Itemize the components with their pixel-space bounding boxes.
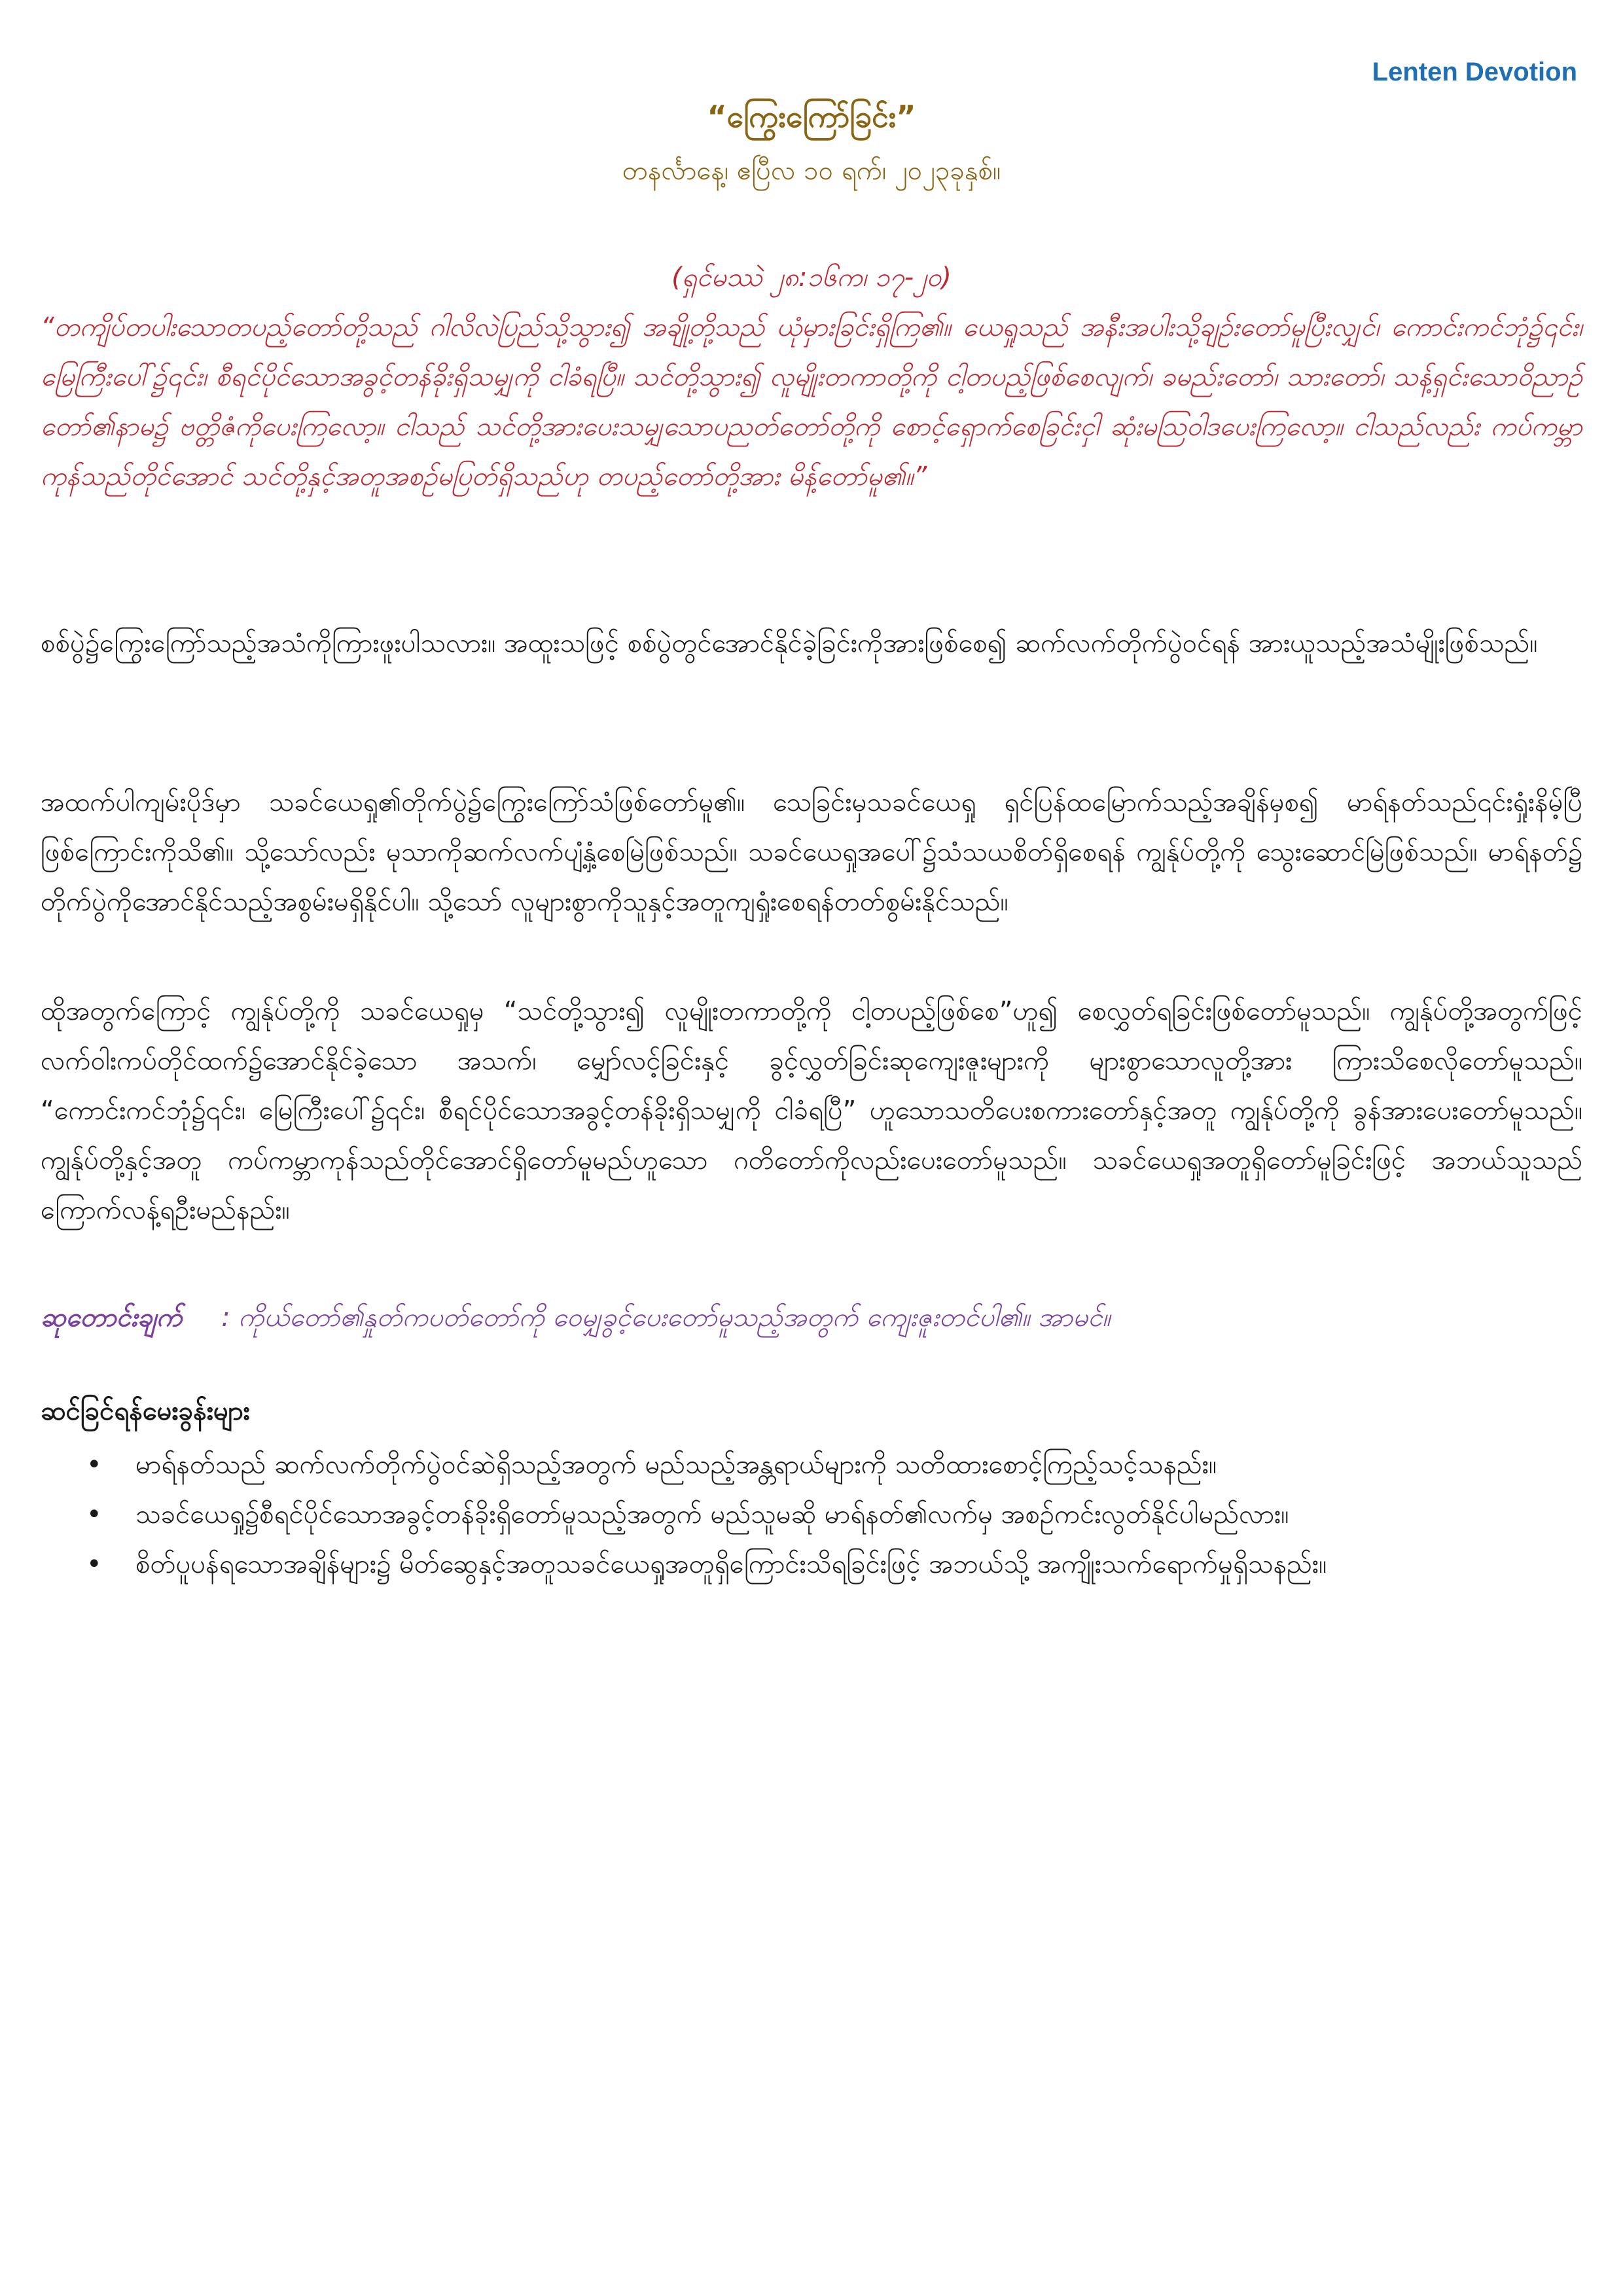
body-paragraph-2: အထက်ပါကျမ်းပိုဒ်မှာ သခင်ယေရှု၏တိုက်ပွဲ၌ကြွေးကြော်သံဖြစ်တော်မူ၏။ သေခြင်းမှသခင်ယေရှု ရှင်ပြန်ထမြောက်သည့်အချိန်မှစ၍ မာရ်နတ်သည်၎င်းရှုံးနိမ့်ပြီဖြစ်ကြောင်းကိုသိ၏။ သို့သော်လည်း မုသာကိုဆက်လက်ပျံ့နှံ့စေမြဲဖြစ်သည်။ သခင်ယေရှုအပေါ်၌သံသယစိတ်ရှိစေရန် ကျွန်ုပ်တို့ကို သွေးဆောင်မြဲဖြစ်သည်။ မာရ်နတ်၌ တိုက်ပွဲကိုအောင်နိုင်သည့်အစွမ်းမရှိနိုင်ပါ။ သို့သော် လူများစွာကိုသူနှင့်အတူကျရှုံးစေရန်တတ်စွမ်းနိုင်သည်။ (41, 787, 1582, 917)
devotion-title: “ကြွေးကြော်ခြင်း” (707, 99, 916, 134)
question-item (41, 1440, 1582, 1490)
series-tag: Lenten Devotion (1372, 58, 1577, 86)
body-paragraph-3: ထိုအတွက်ကြောင့် ကျွန်ုပ်တို့ကို သခင်ယေရှုမှ “သင်တို့သွား၍ လူမျိုးတကာတို့ကို ငါ့တပည့်ဖြစ်စေ”ဟူ၍ စေလွှတ်ရခြင်းဖြစ်တော်မူသည်။ ကျွန်ုပ်တို့အတွက်ဖြင့် လက်ဝါးကပ်တိုင်ထက်၌အောင်နိုင်ခဲ့သော အသက်၊ မျှော်လင့်ခြင်းနှင့် ခွင့်လွှတ်ခြင်းဆုကျေးဇူးများကို များစွာသောလူတို့အား ကြားသိစေလိုတော်မူသည်။ “ကောင်းကင်ဘုံ၌၎င်း၊ မြေကြီးပေါ်၌၎င်း၊ စီရင်ပိုင်သောအခွင့်တန်ခိုးရှိသမျှကို ငါခံရပြီ” ဟူသောသတိပေးစကားတော်နှင့်အတူ ကျွန်ုပ်တို့ကို ခွန်အားပေးတော်မူသည်။ ကျွန်ုပ်တို့နှင့်အတူ ကပ်ကမ္ဘာကုန်သည်တိုင်အောင်ရှိတော်မူမည်ဟူသော ဂတိတော်ကိုလည်းပေးတော်မူသည်။ သခင်ယေရှုအတူရှိတော်မူခြင်းဖြင့် အဘယ်သူသည်ကြောက်လန့်ရဦးမည်နည်း။ (41, 996, 1582, 1225)
questions-heading: ဆင်ခြင်ရန်မေးခွန်းများ (41, 1396, 250, 1426)
scripture-reference: (ရှင်မဿဲ ၂၈:၁၆က၊ ၁၇-၂၀) (671, 262, 952, 293)
question-item (41, 1539, 1582, 1589)
question-text: သခင်ယေရှု၌စီရင်ပိုင်သောအခွင့်တန်ခိုးရှိတော်မူသည့်အတွက် မည်သူမဆို မာရ်နတ်၏လက်မှ အစဉ်ကင်းလွတ်နိုင်ပါမည်လား။ (135, 1499, 1289, 1530)
scripture-text: “တကျိပ်တပါးသောတပည့်တော်တို့သည် ဂါလိလဲပြည်သို့သွား၍ အချို့တို့သည် ယုံမှားခြင်းရှိကြ၏။ ယေရှုသည် အနီးအပါးသို့ချဉ်းတော်မူပြီးလျှင်၊ ကောင်းကင်ဘုံ၌၎င်း၊ မြေကြီးပေါ်၌၎င်း၊ စီရင်ပိုင်သောအခွင့်တန်ခိုးရှိသမျှကို ငါခံရပြီ။ သင်တို့သွား၍ လူမျိုးတကာတို့ကို ငါ့တပည့်ဖြစ်စေလျက်၊ ခမည်းတော်၊ သားတော်၊ သန့်ရှင်းသောဝိညာဉ်တော်၏နာမ၌ ဗတ္တိဇံကိုပေးကြလော့။ ငါသည် သင်တို့အားပေးသမျှသောပညတ်တော်တို့ကို စောင့်ရှောက်စေခြင်းငှါ ဆုံးမသြဝါဒပေးကြလော့။ ငါသည်လည်း ကပ်ကမ္ဘာကုန်သည်တိုင်အောင် သင်တို့နှင့်အတူအစဉ်မပြတ်ရှိသည်ဟု တပည့်တော်တို့အား မိန့်တော်မူ၏။” (41, 312, 1582, 492)
question-text: မာရ်နတ်သည် ဆက်လက်တိုက်ပွဲဝင်ဆဲရှိသည့်အတွက် မည်သည့်အန္တရာယ်များကို သတိထားစောင့်ကြည့်သင့်သနည်း။ (135, 1450, 1217, 1480)
question-item (41, 1490, 1582, 1539)
prayer-text: : ကိုယ်တော်၏နှုတ်ကပတ်တော်ကို ဝေမျှခွင့်ပေးတော်မူသည့်အတွက် ကျေးဇူးတင်ပါ၏။ အာမင်။ (221, 1302, 1111, 1333)
bullet-icon: • (86, 1450, 102, 1480)
prayer-label: ဆုတောင်းချက် (41, 1302, 183, 1333)
devotion-date: တနင်္လာနေ့၊ ဧပြီလ ၁၀ ရက်၊ ၂၀၂၃ခုနှစ်။ (622, 156, 1001, 186)
questions-list (41, 1440, 1582, 1589)
prayer-section (41, 1293, 1582, 1342)
bullet-icon: • (86, 1549, 102, 1579)
body-paragraph-1: စစ်ပွဲ၌ကြွေးကြော်သည့်အသံကိုကြားဖူးပါသလား။ အထူးသဖြင့် စစ်ပွဲတွင်အောင်နိုင်ခဲ့ခြင်းကိုအားဖြစ်စေ၍ ဆက်လက်တိုက်ပွဲဝင်ရန် အားယူသည့်အသံမျိုးဖြစ်သည်။ (41, 628, 1538, 658)
question-text: စိတ်ပူပန်ရသောအချိန်များ၌ မိတ်ဆွေနှင့်အတူသခင်ယေရှုအတူရှိကြောင်းသိရခြင်းဖြင့် အဘယ်သို့ အကျိုးသက်ရောက်မှုရှိသနည်း။ (135, 1549, 1327, 1579)
bullet-icon: • (86, 1499, 102, 1530)
